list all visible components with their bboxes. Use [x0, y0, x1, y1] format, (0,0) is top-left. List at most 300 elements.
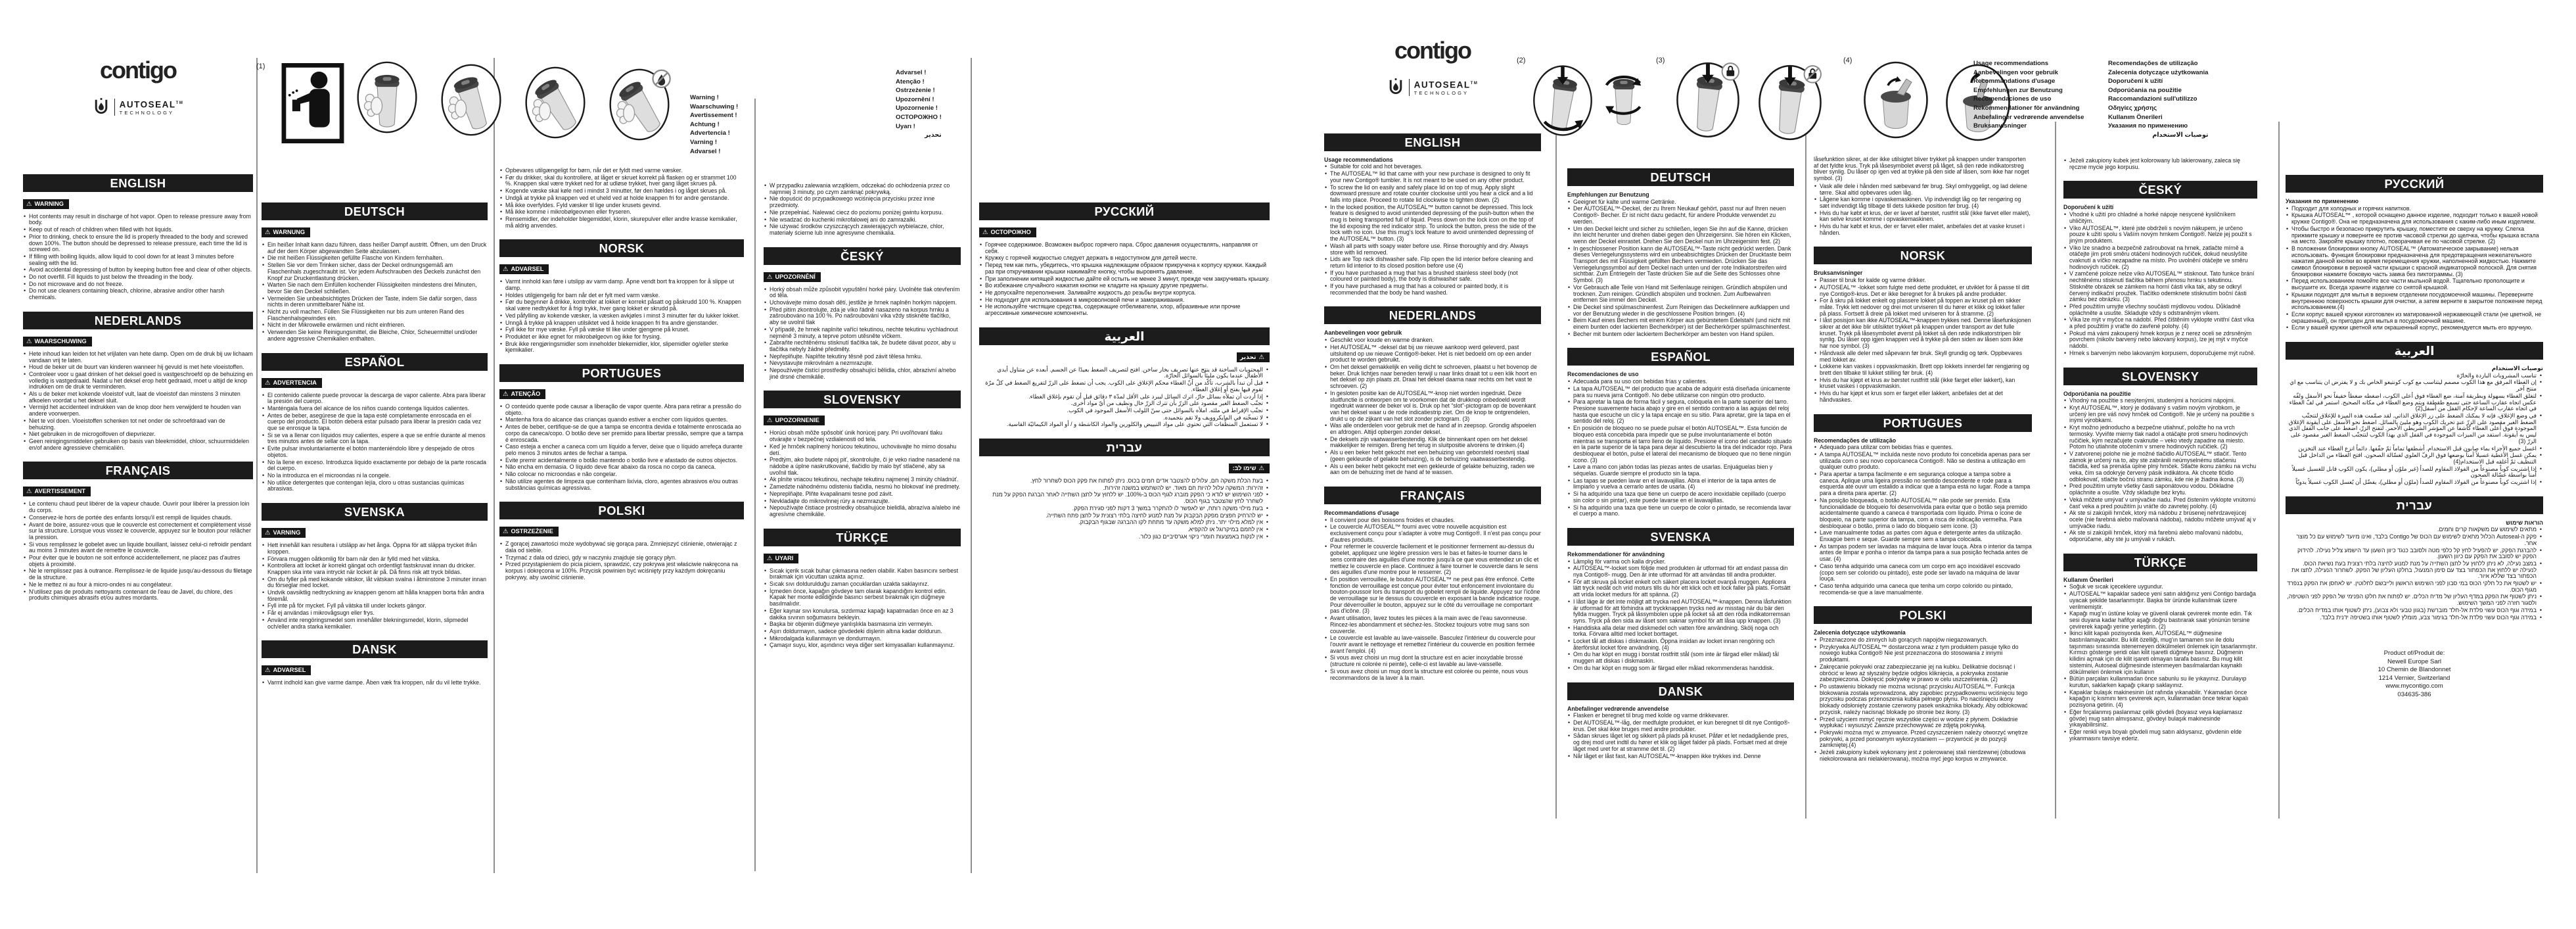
column-divider [256, 58, 258, 873]
warning-triangle-icon: ⚠ [503, 266, 509, 274]
title-list-item: Anbefalinger vedrørende anvendelse [1973, 113, 2084, 121]
instruction-item: • Conservez-le hors de portée des enfants lorsqu'il est rempli de liquides chauds. [23, 515, 253, 521]
instruction-item: • Eğer fırçalanmış paslanmaz çelik gövdeli (boyasız veya kaplamasız gövde) mug satın almışsanız, gövdeyi bulaşık makinesinde yıkayabilirsiniz. [2063, 709, 2257, 728]
instruction-item: • Unngå å trykke på knappen utilsiktet ved å holde knappen fri fra andre gjenstander. [499, 320, 744, 327]
warning-label [262, 528, 306, 538]
instruction-item: • Do not microwave and do not freeze. [23, 281, 253, 288]
contigo-logo: contigo [100, 57, 176, 83]
title-list-item: Doporučení k užití [2108, 78, 2163, 85]
instruction-item: • Förvara muggen oåtkomlig för barn när den är fylld med het vätska. [262, 556, 488, 563]
instruction-item: • אין לנקות באמצעות חומרי ניקוי אגרסיביים כגון כלור. [979, 534, 1270, 540]
autoseal-name: AUTOSEAL™ [1414, 80, 1479, 90]
warning-label [262, 227, 310, 237]
instruction-item: • Başka bir objenin düğmeye yanlışlıkla basmasına izin vermeyin. [764, 621, 961, 628]
instruction-item: • Kryt AUTOSEAL™, ktorý je dodávaný s vašim novým výrobkom, je určený len pre váš nový hrnček od Contigo®. Nie je určený na použitie s inými výrobkami. [2063, 405, 2257, 424]
language-section [979, 439, 1270, 540]
language-header: TÜRKÇE [764, 529, 961, 546]
instruction-item: • Mikrodalgada kullanmayın ve dondurmayın. [764, 636, 961, 642]
instruction-item: • Om du har köpt en mugg i borstat rostfritt stål (som inte är färgad eller målad) tål muggen att diskas i diskmaskin. [1567, 652, 1794, 664]
instruction-item: • Si se va a llenar con líquidos muy calientes, espere a que se enfríe durante al menos tres minutos antes de sellar con la tapa. [262, 433, 488, 445]
figure-number-label: (3) [1656, 57, 1665, 64]
instruction-item: • Må ikke komme i mikrobølgeovnen eller fryseren. [499, 209, 744, 216]
instruction-item: • Víko lze snadno a bezpečně zašroubovat na hrnek, zatlačte mírně a otáčejte jím proti směru otáčení hodinových ručiček, dokud neuslyšíte cvaknutí a víčko nezapadne na místo. Pro uvolnění otáčejte ve směru hodinových ručiček. (2) [2063, 245, 2257, 271]
instruction-item: • Als u een beker hebt gekocht met een behuizing van geborsteld roestvrij staal (geen gekleurde of gelakte behuizing), is de behuizing vaatwasserbestendig. [1324, 450, 1541, 462]
instruction-item: • Le couvercle est lavable au lave-vaisselle. Basculez l'intérieur du couvercle pour l'ouvrir avant le nettoyage et remettez l'intérieur du couvercle en position fermée avant l'emploi. (4) [1324, 635, 1541, 654]
instruction-item: • Перед тем как пить, убедитесь, что крышка надлежащим образом прикручена к корпусу кружки. Каждый раз при откручивании крышки нажимайте кнопку, чтобы выровнять давление. [979, 262, 1270, 275]
instruction-item: • Nepoužívejte čistící prostředky obsahující bělidla, chlor, abrazivní a/nebo jiné drsné chemikálie. [764, 368, 961, 380]
warning-triangle-icon: ⚠ [1258, 353, 1264, 361]
instruction-item: • إذا اشتريت كوباً مصنوعاً من الفولاذ المقاوم للصدأ (غير ملوّن أو مطلي)، يكون الكوب قابل للغسيل غسيلاً آمناً بواسطة غسّالة الصحون [2286, 466, 2543, 479]
instruction-item: • Evite pulsar involuntariamente el botón manteniéndolo libre y despejado de otros objetos. [262, 446, 488, 458]
autoseal-text [114, 99, 184, 116]
warning-label [23, 337, 92, 346]
instruction-item: • Mantenha fora do alcance das crianças quando estiver a encher com líquidos quentes. [499, 417, 744, 423]
column [1814, 0, 2032, 929]
instruction-item: • Was alle onderdelen voor gebruik met de hand af in zeepsop. Grondig afspoelen en afdrogen. Altijd opbergen zonder deksel. [1324, 423, 1541, 435]
language-header: العربية [2286, 342, 2543, 360]
title-list-item: Kullanım Önerileri [2108, 113, 2163, 121]
instruction-item: • Jeżeli zakupiony kubek wykonany jest z polerowanej stali nierdzewnej (obudowa niekolorowana ani nielakierowana), można myć jego korpus w zmywarce. [1814, 750, 2032, 762]
instruction-item: • Чтобы быстро и безопасно прикрутить крышку, поместите ее сверху на кружку. Слегка прижмите крышку и поверните ее против часовой стрелки до щелчка, чтобы крышка встала на место. Закройте крышку плотно, поворачивая ее по часовой стрелке. (2) [2286, 226, 2543, 245]
language-section [2063, 368, 2257, 543]
instruction-item: • Eğer kaynar sıvı konulursa, sızdırmaz kapağı kapatmadan önce en az 3 dakika sıvının soğumasını bekleyin. [764, 608, 961, 621]
instruction-item: • לפני השימוש יש לודא כי הפקק מוברג לגוף הכוס ב-100%. יש ללחוץ על לחצן השתייה לאחר הברגת הפקק על מנת לשחרר לחץ שהצטבר בגוף הכוס. [979, 492, 1270, 504]
language-header: SLOVENSKY [2063, 368, 2257, 385]
warning-chip-row [499, 525, 744, 541]
instruction-item: • لا تسخّنه في المايكروويف ولا تقم بتجميده. [979, 415, 1270, 421]
warning-label [23, 199, 69, 209]
language-header: עברית [979, 439, 1270, 456]
language-header: POLSKI [499, 502, 744, 519]
instruction-item: • Eğer renkli veya boyalı gövdeli mug satın aldıysanız, gövdenin elde yıkanmasını tavsiye ederiz. [2063, 729, 2257, 742]
instruction-item: • İkinci kilit kapalı pozisyonda iken, AUTOSEAL™ düğmesine bastırılamayacaktır. Bu kilit özelliği, mug'ın tamamen sıvı ile dolu taşınması sırasında istenemeyen dökülmeleri önlemek için tasarlanmıştır. Kırmızı gösterge şeridi olan kilit işaretli düğmeye basınız. Düğmenin kilidini açmak için de kilit işareti olmayan tarafa basınız. Bu mug kilit sistemini, Autoseal düğmesinde istenmeyen basılmalardan kaynaklı dökülmeleri önlemek için kullanın [2063, 631, 2257, 675]
instruction-item: • Ne le remplissez pas à outrance. Remplissez-le de liquide jusqu'au-dessous du filetage de la structure. [23, 568, 253, 581]
figure-number-label: (4) [1843, 57, 1852, 64]
warning-triangle-icon: ⚠ [265, 229, 271, 236]
instruction-item: • Nicht in der Mikrowelle erwärmen und nicht einfrieren. [262, 322, 488, 329]
instruction-item: • Před pitím zkontrolujte, zda je víko řádně nasazeno na korpus hrnku a zašroubováno na 100 %. Po našroubování víka vždy stiskněte tlačítko, aby se uvolnil tlak [764, 307, 961, 326]
instruction-item: • Om du har köpt en mugg som är färgad eller målad rekommenderas handdisk. [1567, 665, 1794, 672]
instruction-item: • Horúci obsah môže spôsobiť únik horúcej pary. Pri uvoľňovaní tlaku otvárajte v bezpečnej vzdialenosti od tela. [764, 430, 961, 442]
language-header: ENGLISH [1324, 133, 1541, 151]
instruction-item: • מתאים לשימוש עם משקאות קרים וחמים. [2286, 527, 2543, 533]
language-section [23, 462, 253, 602]
instruction-item: • Undvik oavsiktlig nedtryckning av knappen genom att hålla knappen borta från andra föremål. [262, 590, 488, 602]
instruction-item: • Når låget er låst fast, kan AUTOSEAL™-knappen ikke trykkes ind. Denne [1567, 753, 1794, 760]
language-section [979, 327, 1270, 428]
autoseal-drop-icon [93, 97, 110, 117]
language-section [1814, 606, 2032, 762]
instruction-item: • Nicht zu voll machen. Füllen Sie Flüssigkeiten nur bis zum unteren Rand des Flaschenhalsgewindes ein. [262, 309, 488, 322]
instruction-item: • Przykrywka AUTOSEAL™ dostarczona wraz z tym produktem pasuje tylko do nowego kubka Contigo® Nie jest przeznaczona do stosowania z innymi produktami. [1814, 644, 2032, 663]
title-list-item: Advarsel ! [896, 69, 927, 76]
instruction-item: • Zamedzte náhodnému odisteniu tlačidla, nesmú ho blokovať iné predmety. [764, 484, 961, 490]
instruction-item: • Çamaşır suyu, klor, aşındırıcı veya diğer sert kimyasalları kullanmayınız. [764, 642, 961, 649]
instruction-item: • تجنّب الضغط الغير مقصود على الزرّ بأن تترك الزرّ خال ونظيف من أيّ مواد أخرى. [979, 400, 1270, 407]
language-section [1567, 168, 1794, 337]
language-section [2286, 496, 2543, 621]
section-lead: Recomendações de utilização [1814, 437, 1897, 444]
title-list-item: Empfehlungen zur Benutzung [1973, 86, 2063, 94]
instruction-item: • Lids are Top rack dishwasher safe. Flip open the lid interior before cleaning and return lid interior to its closed position before use (4) [1324, 256, 1541, 269]
language-header: ČESKÝ [2063, 181, 2257, 199]
brand-lockup [1324, 38, 1541, 99]
instruction-item: • För att skruva på locket enkelt och säkert placera locket ovanpå muggen. Applicera lätt tryck nedåt och vrid moturs tills du hör ett klick och ett lock faller på plats. Fortsätt att vrida locket medurs för att spänna. (2) [1567, 579, 1794, 598]
instruction-item: • Во избежание случайного нажатия кнопки не кладите на крышку другие предметы. [979, 283, 1270, 289]
instruction-item: • Caso tenha adquirido uma caneca que tenha um corpo colorido ou pintado, recomenda-se que a lave manualmente. [1814, 583, 2032, 596]
column [23, 0, 253, 929]
instruction-item: • قبل أن تبدأ بالشرب، تأكّد من أنّ الغطاء محكم الإغلاق على الكوب. يجب أن تضغط على الزرّ لتفريغ الضغط في كلّ مرّة تقوم فيها بفتح أو إغلاق الغطاء. [979, 380, 1270, 393]
instruction-item: • Caso tenha adquirido uma caneca com um corpo em aço inoxidável escovado (copo sem ser colorido ou pintado), este pode ser lavado na máquina de lavar louça. [1814, 563, 2032, 583]
instruction-item: • Niet te vol doen. Vloeistoffen schenken tot net onder de schroefdraad van de behuizing. [23, 418, 253, 431]
instruction-item: • Nepoužívajte čistiace prostriedky obsahujúce bielidlá, abrazíva a/alebo iné agresívne chemikálie. [764, 505, 961, 517]
footer-line: www.mycontigo.com [2385, 682, 2443, 690]
language-section [262, 202, 488, 343]
instruction-item: • No la llene en exceso. Introduzca líquido exactamente por debajo de la parte roscada del cuerpo. [262, 460, 488, 472]
instruction-item: • Pred použitím umyte všetky časti saponátovou vodou. Dôkladne opláchnite a osušte. Vždy skladujte bez krytu. [2063, 483, 2257, 496]
instruction-item: • Avant utilisation, lavez toutes les pièces à la main avec de l'eau savonneuse. Rincez-les abondamment et séchez-les. Stockez toujours votre mug sans son couvercle. [1324, 615, 1541, 634]
warning-label [764, 272, 821, 282]
instruction-item: • Veká môžete umývať v umývačke riadu. Pred čistením vyklopte vnútornú časť veka a pred použitím ju vráťte do zavretej polohy. (4) [2063, 497, 2257, 510]
section-lead: Odporúčania na použitie [2063, 390, 2131, 397]
instruction-item: • Geschikt voor koude en warme dranken. [1324, 337, 1541, 344]
autoseal-name: AUTOSEAL™ [119, 99, 184, 110]
language-section [764, 529, 961, 649]
language-header: DEUTSCH [1567, 168, 1794, 186]
footer-line: Product of/Produit de: [2383, 650, 2445, 657]
instruction-item: • Las tapas se pueden lavar en el lavavajillas. Abra el interior de la tapa antes de limpiarlo y vuelva a cerrarlo antes de usarla. (4) [1567, 478, 1794, 490]
instruction-item: • Adecuada para su uso con bebidas frías y calientes. [1567, 379, 1794, 385]
warning-chip-row [979, 462, 1270, 478]
instruction-item: • ניתן לשטוף את הפקק במדף העליון של מדיח הכלים. יש לפתוח את חלקו הפנימי של הפקק לפני השטיפה, ולסגור חזרה לפני המשך השימוש. [2286, 594, 2543, 606]
instruction-item: • Pour refermer le couvercle facilement et le positionner fermement au-dessus du gobelet, appliquez une légère pression vers le bas et faites-le tourner dans le sens contraire des aiguilles d'une montre jusqu'à ce que vous entendiez un clic et mettiez le couvercle en place. Continuez à faire tourner le couvercle dans le sens des aiguilles d'une montre pour le resserrer. (2) [1324, 544, 1541, 576]
instruction-item: • In geschlossener Position kann die AUTOSEAL™-Taste nicht gedrückt werden. Dank dieses Verriegelungssystems wird ein unbeabsichtigtes Drücken der Drucktaste beim Transport des mit Flüssigkeit gefüllten Bechers vermieden. Drücken Sie das Verriegelungssymbol auf dem Deckel nach unten und der rote Indikatorstreifen wird sichtbar. Zum Entriegeln der Taste drücken Sie auf die Seite des Schlosses ohne Symbol. (3) [1567, 246, 1794, 284]
instruction-item: • En position verrouillée, le bouton AUTOSEAL™ ne peut pas être enfoncé. Cette fonction de verrouillage est conçue pour éviter tout enfoncement involontaire du bouton-poussoir lors du transport du gobelet rempli de liquide. Appuyez sur l'icône de verrouillage sur le dessus du couvercle en exposant la bande indicatrice rouge. Pour déverrouiller le bouton, appuyez sur le côté du verrouillage ne comportant pas d'icône. (3) [1324, 577, 1541, 615]
instruction-item: • Avant de boire, assurez-vous que le couvercle est correctement et complètement vissé sur la structure. Lorsque vous vissez le couvercle, appuyez sur le bouton pour relâcher la pression. [23, 522, 253, 541]
instruction-item: • Die mit heißen Flüssigkeiten gefüllte Flasche von Kindern fernhalten. [262, 255, 488, 262]
title-list-item: Recomendações de utilização [2108, 60, 2198, 67]
section-lead: Recomendaciones de uso [1567, 371, 1639, 378]
trademark-mark: TM [175, 101, 184, 106]
instruction-item: • W przypadku zalewania wrzątkiem, odczekać do ochłodzenia przez co najmniej 3 minuty, po czym zamknąć pokrywką. [764, 183, 961, 195]
instruction-item: • Po ustawieniu blokady nie można wcisnąć przycisku AUTOSEAL™. Funkcja blokowania została wprowadzona, aby zapobiec przypadkowemu wciśnięciu tego przycisku podczas przenoszenia kubka pełnego płynu. Po naciśnięciu ikony blokady odsłonięty zostanie czerwony pasek wskaźnika blokady. Aby odblokować przycisk, należy nacisnąć blokadę po stronie bez ikony. (3) [1814, 684, 2032, 716]
warning-label-text: ADVARSEL [273, 667, 306, 674]
instruction-item: • Lämplig för varma och kalla drycker. [1567, 559, 1794, 565]
warning-triangle-icon: ⚠ [26, 488, 32, 496]
instruction-item: • A tampa AUTOSEAL™ incluída neste novo produto foi concebida apenas para ser utilizada com o seu novo copo/caneca Contigo®. Não se destina a utilização em qualquer outro produto. [1814, 452, 2032, 471]
title-list-item: Recommandations d'usage [1973, 78, 2056, 85]
warning-chip-row [764, 552, 961, 568]
title-list-item: Recomendaciones de uso [1973, 95, 2052, 103]
instruction-item: • Hete inhoud kan leiden tot het vrijlaten van hete damp. Open om de druk bij uw lichaam vandaan vrij te laten. [23, 351, 253, 364]
warning-chip-row [23, 335, 253, 351]
title-list-item: Ostrzeżenie ! [896, 87, 935, 95]
language-header: ESPAÑOL [262, 353, 488, 371]
language-header: TÜRKÇE [2063, 554, 2257, 571]
language-section [499, 364, 744, 491]
instruction-item: • Antes de beber, asegúrese de que la tapa esté completamente enroscada en el cuerpo del producto. El botón deberá estar pulsado para liberar la presión cada vez que se enrosque la tapa. [262, 413, 488, 432]
language-section [1814, 156, 2032, 182]
title-list-item: Odporúčania na použitie [2108, 86, 2182, 94]
instruction-item: • I låst posisjon kan ikke AUTOSEAL™-knappen trykkes ned. Denne låsefunksjonen sikrer at det ikke blir utilsiktet trykket på knappen under transport av det fulle kruset. Trykk på låsesymbolet øverst på lokket så den røde indikatorstripen blir synlig. Du låser opp igjen knappen ved å trykke på den siden av låsen som ikke har noe symbol. (3) [1814, 318, 2032, 350]
instruction-item: • Si vous avez choisi un mug dont la structure est colorée ou peinte, nous vous recommandons de la laver à la main. [1324, 669, 1541, 681]
instruction-item: • Geen reinigingsmiddelen gebruiken op basis van bleekmiddel, chloor, schuurmiddelen en/of andere agressieve chemicaliën. [23, 439, 253, 451]
warning-chip-row [979, 351, 1270, 367]
warning-label [262, 665, 311, 675]
footer-line: 10 Chemin de Blandonnet [2378, 666, 2451, 674]
instruction-item: • Si vous remplissez le gobelet avec un liquide bouillant, laissez celui-ci refroidir pendant au moins 3 minutes avant de remettre le couvercle. [23, 542, 253, 554]
instruction-item: • Fyll ikke for mye væske. Fyll på væske til like under gjengene på kruset. [499, 327, 744, 333]
instruction-item: • Um den Deckel leicht und sicher zu schließen, legen Sie ihn auf die Kanne, drücken ihn leicht herunter und drehen dabei gegen den Uhrzeigersinn. Sie hören ein Klicken, wenn der Deckel einrastet. Drehen Sie den Deckel nun im Uhrzeigersinn fest. (2) [1567, 226, 1794, 245]
instruction-item: • Keep out of reach of children when filled with hot liquids. [23, 227, 253, 233]
language-section [2286, 342, 2543, 486]
warning-chip-row [23, 485, 253, 501]
title-list-item: Waarschuwing ! [690, 103, 739, 110]
instruction-item: • Handdiska alla delar med diskmedel och vatten före användning. Skölj noga och torka. Förvara alltid med locket borttaget. [1567, 625, 1794, 638]
instruction-item: • Pokrywki można myć w zmywarce. Przed czyszczeniem należy otworzyć wnętrze pokrywki, a przed ponownym wykorzystaniem — przywrócić je do pozycji zamkniętej.(4) [1814, 730, 2032, 749]
language-section [1324, 487, 1541, 681]
language-header: PORTUGUES [1814, 414, 2032, 432]
language-section [23, 312, 253, 452]
warning-chip-row [764, 414, 961, 430]
instruction-item: • Víka lze mýt v myčce na nádobí. Před čištěním vyklopte vnitřní část víka a před použitím ji vraťte do zavřené polohy. (4) [2063, 317, 2257, 329]
section-lead: Rekommendationer för användning [1567, 550, 1665, 558]
instruction-item: • Manténgala fuera del alcance de los niños cuando contenga líquidos calientes. [262, 406, 488, 412]
column-divider [494, 58, 495, 873]
instruction-item: • Kogende væske skal køle ned i mindst 3 minutter, før den hældes i og låget skrues på. [499, 188, 744, 195]
instruction-item: • تناسب المشروبات الباردة والحارّة [2286, 373, 2543, 379]
warning-label [1237, 352, 1270, 362]
instruction-item: • Horký obsah může způsobit vypuštění horké páry. Uvolněte tlak otevřením od těla. [764, 287, 961, 299]
instruction-item: • Jeżeli zakupiony kubek jest kolorowany lub lakierowany, zaleca się ręczne mycie jego korpusu. [2063, 158, 2257, 170]
language-header: DANSK [262, 640, 488, 658]
warning-triangle-icon: ⚠ [503, 528, 509, 536]
language-header: SLOVENSKY [764, 391, 961, 408]
instruction-item: • Houd de beker uit de buurt van kinderen wanneer hij gevuld is met hete vloeistoffen. [23, 364, 253, 371]
warning-label-text: UPOZORNĚNÍ [775, 273, 816, 280]
instruction-item: • Det AUTOSEAL™-låg, der medfulgte produktet, er kun beregnet til dit nye Contigo®-krus. Det skal ikke bruges med andre produkter. [1567, 720, 1794, 732]
instruction-item: • Vhodný na použitie s nesýtenými, studenými a horúcimi nápojmi. [2063, 398, 2257, 404]
brand-lockup [23, 58, 253, 119]
instruction-item: • Não encha em demasia. O líquido deve ficar abaixo da rosca no corpo da caneca. [499, 464, 744, 471]
instruction-item: • Predtým, ako budete nápoj piť, skontrolujte, či je veko riadne nasadené na nádobe a úplne naskrutkované, tlačidlo by malo byť stlačené, aby sa uvoľnil tlak. [764, 457, 961, 476]
instruction-item: • Om du fyller på med kokande vätskor, låt vätskan svalna i åtminstone 3 minuter innan du förseglar med locket. [262, 577, 488, 589]
instruction-item: • Lågene kan komme i opvaskemaskinen. Vip indvendigt låg op før rengøring og sæt indvendigt låg tilbage til dets lukkede position før brug. (4) [1814, 197, 2032, 209]
instruction-item: • Må ikke overfyldes. Fyld væsker til lige under krusets gevind. [499, 202, 744, 209]
instruction-item: • For å skru på lokket enkelt og plassere lokket på toppen av kruset på en sikker måte. Trykk lett nedover og drei mot urviseren til du hører et klikk og lokket faller på plass. Fortsett å dreie på lokket med urviseren for å stramme. (2) [1814, 298, 2032, 317]
instruction-item: • Produktet er ikke egnet for mikrobølgeovn og ikke for frysing. [499, 334, 744, 341]
instruction-item: • V případě, že hrnek naplníte vařící tekutinou, nechte tekutinu vychladnout nejméně 3 minuty, a teprve potom utěsněte víčkem. [764, 327, 961, 339]
warning-chip-row [979, 226, 1270, 242]
instruction-item: • Si ha adquirido una taza que tiene un cuerpo de color o pintado, se recomienda lavar el cuerpo a mano. [1567, 505, 1794, 517]
footer-line: Newell Europe Sarl [2387, 657, 2442, 665]
column [1324, 0, 1541, 929]
instruction-item: • Becher mit buntem oder lackiertem Becherkörper am besten von Hand spülen. [1567, 331, 1794, 338]
instruction-item: • Pour éviter que le bouton ne soit enfoncé accidentellement, ne placez pas d'autres objets à proximité. [23, 555, 253, 567]
instruction-item: • Víko AUTOSEAL™, které jste obdrželi s novým nákupem, je určeno pouze k užití spolu s Vaším novým hrnkem Contigo®. Nelze jej použít s jiným produktem. [2063, 226, 2257, 245]
instruction-item: • In gesloten positie kan de AUTOSEAL™-knop niet worden ingedrukt. Deze sluitfunctie is ontworpen om te voorkomen dat de drukknop onbedoeld wordt ingedrukt wanneer de beker vol is. Druk op het “slot”-pictogram op de bovenkant van het deksel waar u de rode indicatiestrip ziet. Om de knop te ontgrendelen, drukt u op de zijkant van het slot zonder pictogram. (3) [1324, 391, 1541, 423]
warning-triangle-icon: ⚠ [26, 337, 32, 345]
instruction-item: • Fyll inte på för mycket. Fyll på vätska till under lockets gängor. [262, 603, 488, 609]
instruction-item: • Beim Kauf eines Bechers mit einem Körper aus gebürstetem Edelstahl (und nicht mit einem bunten oder lackierten Becherkörper) ist der Becherkörper spülmaschinenfest. [1567, 318, 1794, 330]
instruction-item: • في وضع الإغلاق، فإنه لا يمكنك الضغط على زر الإغلاق الذاتي. لقد صمّمت هذه الميزة للإغلاق لتتجنّب الضغط الغير مقصود على الزرّ عند تحريك الكوب وهو مليئ بالسائل. اضغط نحو الأسفل على أيقونة الإغلاق الموجودة فوق أعلى الغطاء كاشفاً عن المؤشر الشريطي الأحمر. لتفتح الزرّ، اضغط على جانب القفل الذي ليس به أيقونة. استفد من الميزات الموجودة في القفل الذي بهذا الكوب لتتجنّب الضغط الغير مقصود على الزرّ (3) [2286, 413, 2543, 445]
instruction-item: • Il convient pour des boissons froides et chaudes. [1324, 517, 1541, 524]
language-section [1567, 682, 1794, 760]
section-lead: توصيات الاستخدام [2491, 365, 2543, 372]
instruction-item: • Крышки подходят для мытья в верхнем отделении посудомоечной машины. Переверните внутреннюю поверхность крышки для очистки, а затем верните в закрытое положение перед использованием.(4) [2286, 292, 2543, 311]
column-divider [2055, 122, 2056, 819]
instruction-item: • Le contenu chaud peut libérer de la vapeur chaude. Ouvrir pour libérer la pression loin du corps. [23, 501, 253, 513]
warning-chip-row [262, 664, 488, 680]
warning-label [499, 389, 545, 399]
instruction-item: • Na posição bloqueada, o botão AUTOSEAL™ não pode ser premido. Esta funcionalidade de bloqueio foi desenvolvida para evitar que o botão seja premido acidentalmente quando a caneca é transportada com líquido. Prima o ícone de bloqueio, na parte superior da tampa, com a risca de indicação vermelha. Para desbloquear o botão, prima o lado do bloqueio sem ícone. (3) [1814, 498, 2032, 530]
instruction-item: • При заполнении кипящей жидкостью дайте ей остыть не менее 3 минут, прежде чем закручивать крышку. [979, 276, 1270, 283]
instruction-item: • Flasken er beregnet til brug med kolde og varme drikkevarer. [1567, 713, 1794, 719]
instruction-item: • Aşırı doldurmayın, sadece gövdedeki dişlerin altına kadar doldurun. [764, 629, 961, 635]
language-header: ENGLISH [23, 174, 253, 192]
title-list-item: توصيات الاستخدام [2152, 131, 2209, 139]
instruction-item: • Горячее содержимое. Возможен выброс горячего пара. Сброс давления осуществлять, направляя от себя. [979, 242, 1270, 254]
warning-label [499, 264, 549, 274]
instruction-item: • Pokud má vámi zakoupený hrnek korpus je z nerez oceli se zdrsněným povrchem (nikoliv barvený nebo lakovaný korpus), lze jej mýt v myčce nádobí. [2063, 331, 2257, 350]
instruction-item: • Varmt indhold kan give varme dampe. Åben væk fra kroppen, når du vil lette trykke. [262, 680, 488, 686]
instruction-item: • Undgå at trykke på knappen ved et uheld ved at holde knappen fri for andre genstande. [499, 195, 744, 202]
language-section [764, 391, 961, 517]
warning-label-text: تحذير [1239, 353, 1256, 360]
language-header: DANSK [1567, 682, 1794, 700]
warning-triangle-icon: ⚠ [503, 391, 509, 398]
section-lead: Bruksanvisninger [1814, 270, 1863, 277]
instruction-item: • No la introduzca en el microondas ni la congele. [262, 473, 488, 479]
warning-chip-row [262, 377, 488, 393]
warning-label-text: ADVARSEL [511, 266, 544, 273]
instruction-item: • במידה וגוף הכוס עשוי פלדת אל-חלד בגימור צבע, מומלץ לשטוף אותו בשטיפה ידנית בלבד. [2286, 615, 2543, 621]
title-list-item: Achtung ! [690, 120, 720, 128]
instruction-item: • Der AUTOSEAL™-Deckel, der zu Ihrem Neukauf gehört, passt nur auf Ihren neuen Contigo®- Becher. Er ist nicht dazu gedacht, für andere Produkte verwendet zu werden. [1567, 206, 1794, 225]
warning-label [764, 416, 825, 425]
figure-number-label: (1) [256, 62, 265, 70]
instruction-item: • In the locked position, the AUTOSEAL™ button cannot be depressed. This lock feature is designed to avoid unintended depressing of the push-button when the mug is being transported full of liquid. Press down on the lock icon on the top of the lid exposing the red indicator strip. To unlock the button, press the side of the lock with no icon. Use this mug's lock feature to avoid unintended depressing of the AUTOSEAL™ button. (3) [1324, 204, 1541, 243]
instruction-item: • Hvis du har købt et krus, der er lavet af børstet, rustfrit stål (ikke farvet eller malet), kan selve kruset komme i opvaskemaskinen. [1814, 210, 2032, 223]
instruction-item: • Passer til bruk for kalde og varme drikker. [1814, 277, 2032, 284]
language-header: NEDERLANDS [23, 312, 253, 329]
section-lead: Zalecenia dotyczące użytkowania [1814, 629, 1906, 636]
instruction-item: • יש לשטוף את כל חלקי הכוס במי סבון לפני השימוש הראשון ולייבשם לחלוטין. יש לאחסן את הפקק בנפרד מגוף הכוס. [2286, 581, 2543, 593]
language-section [2063, 158, 2257, 170]
instruction-item: • Si vous avez choisi un mug dont la structure est en acier inoxydable brossé (structure ni colorée ni peinte), celle-ci est lavable au lave-vaisselle. [1324, 655, 1541, 667]
language-section [1324, 306, 1541, 475]
instruction-item: • Hett innehåll kan resultera i utsläpp av het ånga. Öppna för att släppa trycket ifrån kroppen. [262, 542, 488, 555]
language-header: NORSK [1814, 247, 2032, 264]
instruction-item: • Nepreplňajte. Plňte kvapalinami tesne pod závit. [764, 491, 961, 498]
warning-label-text: AVERTISSEMENT [34, 488, 85, 495]
instruction-item: • Varmt innhold kan føre i utslipp av varm damp. Åpne vendt bort fra kroppen for å slippe ut damp. [499, 279, 744, 291]
instruction-item: • De deksels zijn vaatwasserbestendig. Klik de binnenkant open om het deksel makkelijker te reinigen. Breng het terug in sluitpositie alvorens te drinken.(4) [1324, 437, 1541, 449]
warning-label-text: ADVERTENCIA [273, 379, 317, 386]
title-list-item: Advarsel ! [690, 147, 721, 155]
instruction-item: • Ak ste si zakúpili hrnček, ktorý má nádobu z brúsenej nehrdzavejúcej ocele (nie farebná alebo maľovaná nádoba), nádobu môžete umývať aj v umývačke riadu. [2063, 510, 2257, 529]
column [499, 0, 744, 929]
language-section [2286, 650, 2543, 699]
language-section [764, 247, 961, 381]
title-list-item: Указания по применению [2108, 122, 2188, 130]
instruction-item: • Zakręcanie pokrywki oraz zabezpieczanie jej na kubku. Delikatnie docisnąć i obrócić w lewo aż słyszalny będzie odgłos kliknięcia, a pokrywka zostanie zabezpieczona. Dokręcić pokrywkę w prawo w celu uszczelnienia. (2) [1814, 664, 2032, 683]
title-list-item: Οδηγίες χρήσης [2108, 104, 2157, 112]
instruction-item: • AUTOSEAL™ -lokket som fulgte med dette produktet, er utviklet for å passe til ditt nye Contigo®-krus. Det er ikke beregnet for å brukes på andre produkter. [1814, 285, 2032, 297]
instruction-item: • Hot contents may result in discharge of hot vapor. Open to release pressure away from body. [23, 214, 253, 226]
continued-paragraph: låsefunktion sikrer, at der ikke utilsigtet bliver trykket på knappen under transporten af det fyldte krus. Tryk på låsesymbolet øverst på låget, så den røde indikatorstreg bliver synlig. Du låser op igen ved at trykke på den side af låsen, som ikke har noget symbol. (3) [1814, 156, 2029, 182]
warning-label [1229, 464, 1270, 473]
instruction-item: • La tapa AUTOSEAL™ del producto que acaba de adquirir está diseñada únicamente para su nueva jarra Contigo®. No debe utilizarse con ningún otro producto. [1567, 386, 1794, 398]
column [262, 0, 488, 929]
instruction-item: • В положении блокировки кнопку AUTOSEAL™ (Автоматическое закрывание) нельзя использовать. Функция блокировки предназначена для предотвращения нежелательного нажатия данной кнопки во время перемещения кружки, наполненной жидкостью. Нажмите символ блокировки в верхней части крышки с красной индикаторной полоской. Для снятия блокировки нажмите боковую часть замка без пиктограммы. (3) [2286, 246, 2543, 278]
contigo-logo: contigo [1394, 37, 1471, 64]
instruction-item: • إذا أردت أن تملأه بسائل حارّ، اترك السائل ليبرد على الأقل لمدّة ٣ دقائق قبل أن تقوم بإغلاق الغطاء. [979, 394, 1270, 400]
instruction-item: • Uchovávejte mimo dosah dětí, jestliže je hrnek naplněn horkým nápojem. [764, 300, 961, 306]
instruction-item: • Если корпус вашей кружки изготовлен из матированной нержавеющей стали (не цветной, не окрашенный), он пригоден для мытья в посудомоечной машине. [2286, 312, 2543, 324]
instruction-item: • Не используйте чистящие средства, содержащие отбеливатели, хлор, абразивные или прочие агрессивные химические компоненты. [979, 304, 1270, 316]
instruction-item: • Caso esteja a encher a caneca com um líquido a ferver, deixe que o líquido arrefeça durante pelo menos 3 minutos antes de fechar a tampa. [499, 444, 744, 456]
title-list-item: Rekommendationer för användning [1973, 104, 2080, 112]
instruction-item: • Zabraňte nechtěnému stisknutí tlačítka tak, že budete dávat pozor, aby u tlačítka nebyly žádné předměty. [764, 340, 961, 352]
instruction-item: • يمكن غسل الأغطية غسيلاً آمناً بوضعها فوق الرفّ العلوي لغسّالة الصحون. افتح الغطاء من الداخل قبل التنظيف ثمّ أغلقه قبل الاستخدام(4) [2286, 452, 2543, 465]
instruction-item: • במצב נעילה, לא ניתן ללחוץ על לחצן השתייה על מנת למנוע לחיצה בלתי רצונית בעת נשיאת הכוס. לנעילה יש ללחוץ את הכפתור בצד עם סימן המנעול, בחלקו העליון של הפקק. לשחרור הנעילה, לחצו את הכפתור בצד שללא איור. [2286, 561, 2543, 580]
instruction-item: • Z gorącej zawartości może wydobywać się gorąca para. Zmniejszyć ciśnienie, otwierając z dala od siebie. [499, 541, 744, 554]
instruction-item: • Przeznaczone do zimnych lub gorących napojów niegazowanych. [1814, 637, 2032, 644]
warning-label [764, 554, 798, 563]
column-divider [971, 58, 972, 873]
instruction-item: • Перед использованием помойте все части мыльной водой. Тщательно прополощите и высушите их. Всегда храните изделие со снятой крышкой. [2286, 278, 2543, 291]
instruction-item: • Ne le mettez ni au four à micro-ondes ni au congélateur. [23, 582, 253, 588]
language-section [2286, 175, 2543, 331]
instruction-item: • Prior to drinking, check to ensure the lid is properly threaded to the body and screwed down 100%. The button should be depressed to release pressure, each time the lid is screwed on. [23, 234, 253, 253]
language-section [1814, 414, 2032, 596]
instruction-item: • Lave manualmente todas as partes com água e detergente antes da utilização. Enxagúe bem e seque. Guarde sempre sem a tampa colocada. [1814, 530, 2032, 542]
instruction-item: • Keď je hrnček naplnený horúcou tekutinou, uchovávajte ho mimo dosahu detí. [764, 444, 961, 456]
title-list-item: Atenção ! [896, 78, 925, 85]
instruction-item: • Håndvask alle deler med såpevann før bruk. Skyll grundig og tørk. Oppbevares med lokket av. [1814, 350, 2032, 363]
instruction-item: • Nevystavujte mikrovlnám a nezmrazujte. [764, 360, 961, 367]
language-section [262, 640, 488, 686]
warning-triangle-icon: ⚠ [767, 417, 773, 425]
instruction-item: • Hvis du har købt et krus, der er farvet eller malet, anbefales det at vaske kruset i hånden. [1814, 224, 2032, 236]
warning-label-text: OSTRZEŻENIE [511, 528, 553, 535]
warning-chip-row [499, 388, 744, 404]
instruction-item: • Si ha adquirido una taza que tiene un cuerpo de acero inoxidable cepillado (cuerpo sin color o sin pintar), este puede lavarse en el lavavajillas. [1567, 491, 1794, 504]
instruction-item: • تجنّب الإفراط في ملئه. املأه بالسوائل حتى سنّ اللولب الأسفل الموجود في الكوب. [979, 408, 1270, 414]
instruction-item: • El contenido caliente puede provocar la descarga de vapor caliente. Abra para liberar la presión del cuerpo. [262, 393, 488, 405]
instruction-item: • Lokkene kan vaskes i oppvaskmaskin. Brett opp lokkets innerdel før rengjøring og brett den tilbake til lukket stilling før bruk. (4) [1814, 364, 2032, 376]
section-lead: Aanbevelingen voor gebruik [1324, 329, 1402, 337]
instruction-item: • Подходит для холодных и горячих напитков. [2286, 206, 2543, 212]
column-divider [1805, 122, 1806, 819]
instruction-item: • זהירות: המשקה עלול להיות חם מאוד. יש להשתמש במשנה זהירות. [979, 485, 1270, 492]
instruction-item: • Крышка AUTOSEAL™ , которой оснащено данное изделие, подходит только к вашей новой кружке Contigo®. Она не предназначена для использования с каким-либо иным изделием. [2286, 212, 2543, 225]
title-list-item: Upozornenie ! [896, 105, 938, 112]
instruction-item: • Sådan skrues låget let og sikkert på plads på kruset. Påfør et let nedadgående pres, og drej mod uret indtil du hører et klik og låget falder på plads. Fortsæt med at dreje låget med uret for at stramme det til. (2) [1567, 733, 1794, 752]
section-lead: הוראות שימוש [2506, 519, 2543, 526]
warning-label [262, 378, 322, 388]
warning-label-text: UYARI [775, 554, 794, 561]
instruction-item: • Przed przystąpieniem do picia piciem, sprawdzić, czy pokrywa jest właściwie nakręcona na korpus i dokręcona w 100%. Przycisk powinien być wciśnięty przy każdym dokręcaniu pokrywy, aby uwolnić ciśnienie. [499, 561, 744, 581]
column [2063, 0, 2257, 929]
instruction-item: • בעת מילוי משקה רותח, יש לאפשר לו להתקרר במשך 3 דקות לפני סגירת הפקק. [979, 506, 1270, 512]
instruction-item: • Vor Gebrauch alle Teile von Hand mit Seifenlauge reinigen. Gründlich abspülen und trocknen. Zum reinigen. Gründlich abspülen und trocknen. Zum Aufbewahren entfernen Sie immer den Deckel. [1567, 285, 1794, 304]
instruction-item: • פקק ה-Autoseal הכלול מתאים לשימוש עם הכוס של Contigo בלבד, ואינו מיועד לשימוש עם כל מוצר אחר. [2286, 534, 2543, 546]
instruction-item: • المحتويات الساخنة قد ينتج عنها تصريف بخار ساخن. افتح لتصريف الضغط بعيدًا عن الجسم. أبعده عن متناول أيدي الأطفال عندما يكون مليئاً بالسوائل الحارّة. [979, 367, 1270, 379]
language-section [1567, 348, 1794, 517]
autoseal-text [1409, 79, 1479, 96]
